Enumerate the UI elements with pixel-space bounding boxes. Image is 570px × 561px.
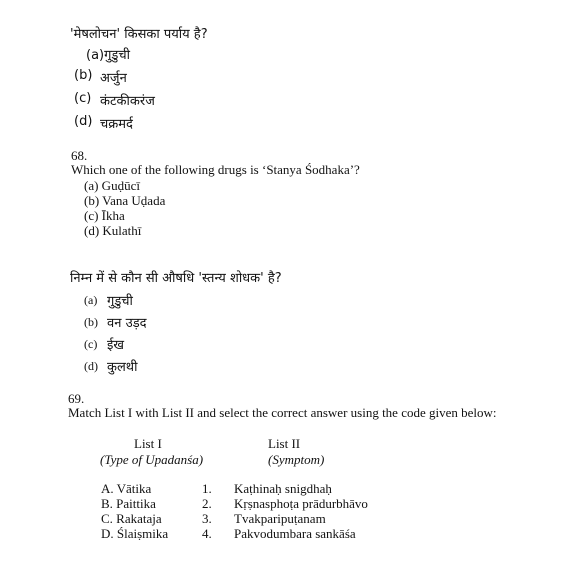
q67-option-c-label: (c) [74,91,92,106]
list1-item: B. Paittika [101,496,156,511]
q68-hindi-option-a: गुडुची [107,294,133,309]
q68-hindi-label-a: (a) [84,293,98,307]
q68-hindi-option-d: कुलथी [107,360,138,375]
q68-option-d: (d) Kulathī [84,223,142,238]
list2-number: 2. [202,496,212,511]
q68-option-c: (c) Īkha [84,208,125,223]
q68-option-a: (a) Guḍūcī [84,178,140,193]
q67-option-c: कंटकीकरंज [100,94,155,109]
q68-hindi-option-c: ईख [107,338,125,353]
q69-number: 69. [68,391,85,406]
list2-item: Pakvodumbara sankāśa [234,526,356,541]
q68-hindi-label-d: (d) [84,359,98,373]
list2-item: Kaṭhinaḥ snigdhaḥ [234,481,332,496]
list1-item: C. Rakataja [101,511,162,526]
q67-option-d: चक्रमर्द [100,117,133,132]
q68-number: 68. [71,148,88,163]
q68-hindi-question: निम्न में से कौन सी औषधि 'स्तन्य शोधक' है? [70,271,282,286]
list1-title: List I [134,436,162,451]
q68-hindi-label-b: (b) [84,315,98,329]
list1-item: D. Ślaiṣmika [101,526,169,541]
q67-option-b-label: (b) [74,68,93,83]
list2-number: 3. [202,511,212,526]
q69-question: Match List I with List II and select the correct answer using the code given below: [68,405,497,420]
list1-subtitle: (Type of Upadanśa) [100,452,204,467]
q68-question: Which one of the following drugs is ‘Stanya Śodhaka’? [71,162,360,177]
list2-subtitle: (Symptom) [268,452,325,467]
list2-item: Tvakparipuṭanam [234,511,326,526]
q67-option-d-label: (d) [74,114,93,129]
q68-hindi-label-c: (c) [84,337,98,351]
q68-hindi-option-b: वन उड़द [107,316,147,331]
q68-option-b: (b) Vana Uḍada [84,193,166,208]
list2-item: Kṛṣnasphoṭa prādurbhāvo [234,496,368,511]
list2-title: List II [268,436,301,451]
q67-option-a: (a)गुडुची [86,48,131,63]
list2-number: 1. [202,481,212,496]
q67-option-b: अर्जुन [100,71,127,86]
list1-item: A. Vātika [101,481,152,496]
list2-number: 4. [202,526,212,541]
q67-hindi-question: 'मेषलोचन' किसका पर्याय है? [70,27,208,42]
